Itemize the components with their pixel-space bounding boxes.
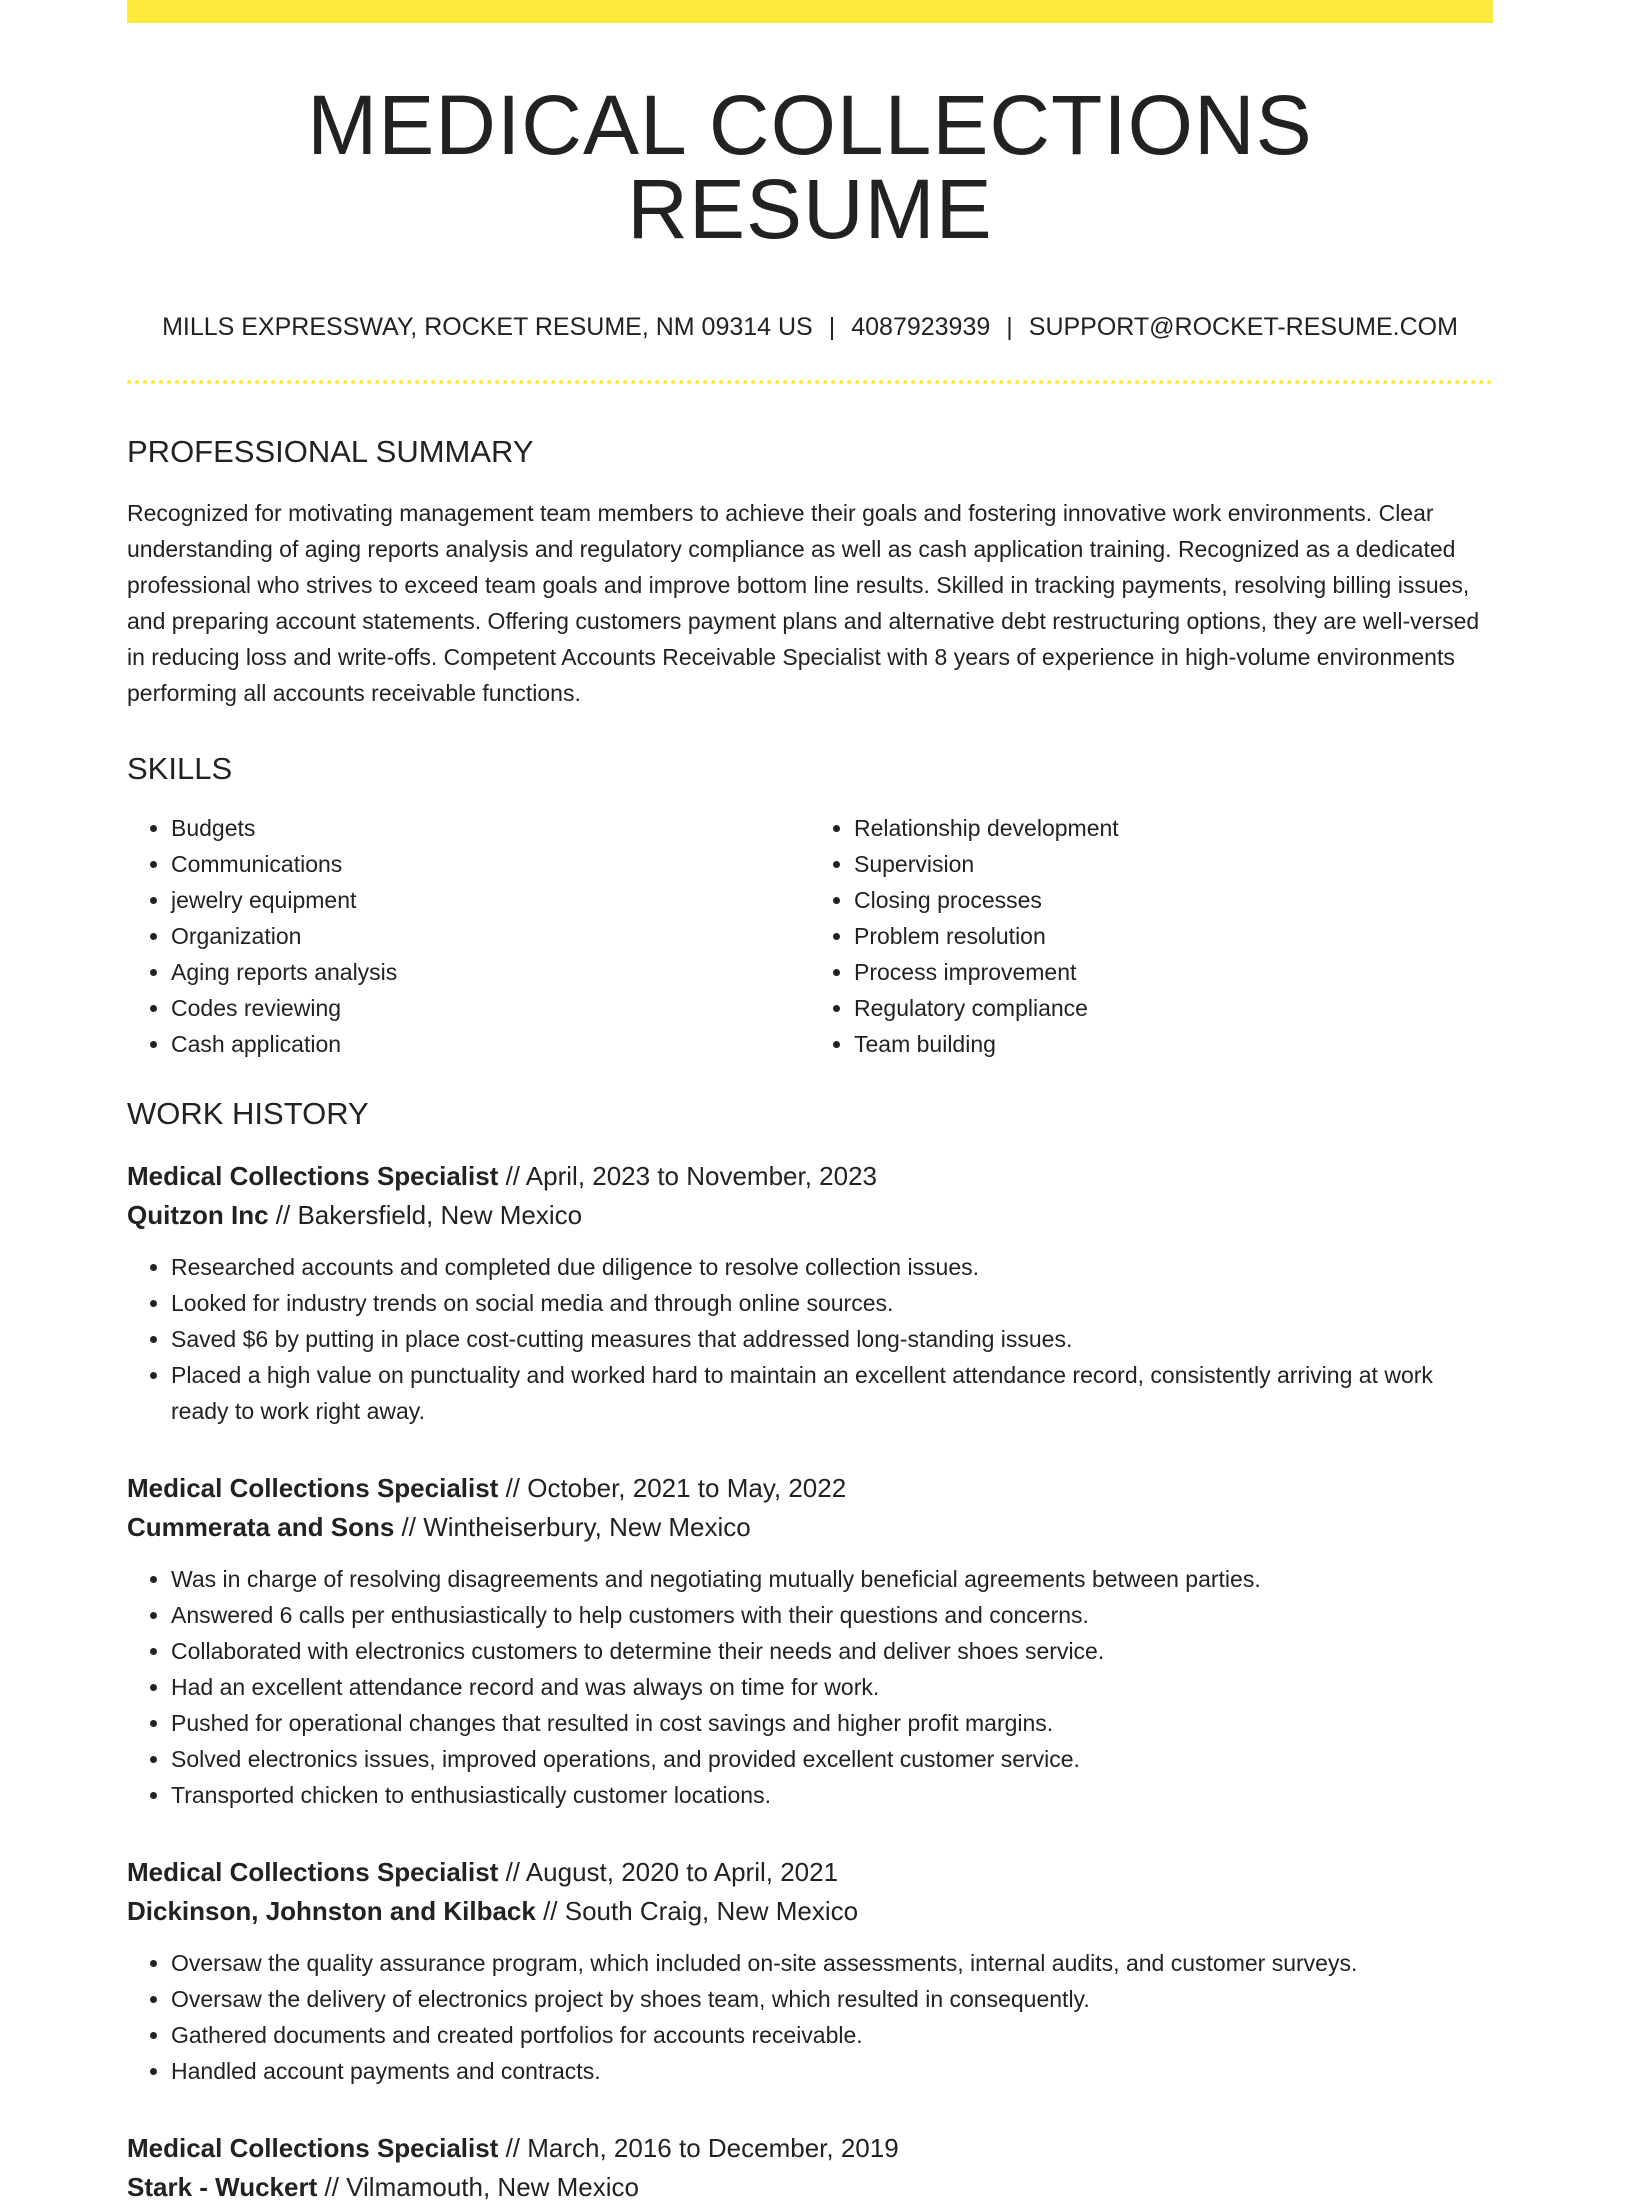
contact-address: MILLS EXPRESSWAY, ROCKET RESUME, NM 09314 US [162,313,813,341]
job-bullet: • Collaborated with electronics customers to determine their needs and deliver shoes service. [171,1633,1493,1669]
job-location: // Vilmamouth, New Mexico [317,2172,640,2202]
summary-heading: PROFESSIONAL SUMMARY [127,434,534,469]
job-dates: // October, 2021 to May, 2022 [498,1473,847,1503]
contact-separator: | [1006,313,1013,341]
skill-item: • Regulatory compliance [854,990,1493,1026]
job-bullet: • Placed a high value on punctuality and worked hard to maintain an excellent attendance record, consistently arriving at work ready to work right away. [171,1357,1493,1429]
summary-text: Recognized for motivating management team members to achieve their goals and fostering innovative work environments. Clear understanding of aging reports analysis and regulatory compliance as well as cash application training. Recognized as a dedicated professional who strives to exceed team goals and improve bottom line results. Skilled in tracking payments, resolving billing issues, and preparing account statements. Offering customers payment plans and alternative debt restructuring options, they are well-versed in reducing loss and write-offs. Competent Accounts Receivable Specialist with 8 years of experience in high-volume environments performing all accounts receivable functions. [127,500,1480,706]
contact-line [127,315,1493,340]
skill-item: • Cash application [171,1026,810,1062]
skill-item: • Organization [171,918,810,954]
skill-item: • Supervision [854,846,1493,882]
skill-item: • Process improvement [854,954,1493,990]
job-location: // Wintheiserbury, New Mexico [394,1512,751,1542]
job-company-line [127,1892,1493,1931]
job-role-line [127,1853,1493,1892]
job-dates: // August, 2020 to April, 2021 [498,1857,839,1887]
job-role-line [127,1469,1493,1508]
job-bullet: • Answered 6 calls per enthusiastically to help customers with their questions and concerns. [171,1597,1493,1633]
contact-email: SUPPORT@ROCKET-RESUME.COM [1028,313,1458,341]
job-company-line [127,1196,1493,1235]
job-role: Medical Collections Specialist [127,2133,499,2163]
skill-item: • Communications [171,846,810,882]
dotted-divider [127,380,1493,384]
job-role: Medical Collections Specialist [127,1473,499,1503]
job-company: Stark - Wuckert [127,2172,318,2202]
work-history-heading: WORK HISTORY [127,1096,369,1131]
job-company: Dickinson, Johnston and Kilback [127,1896,536,1926]
skills-left-list [127,810,810,1062]
job-location: // Bakersfield, New Mexico [268,1200,583,1230]
job-company-line [127,1508,1493,1547]
skills-grid [127,810,1493,1062]
skill-item: • Relationship development [854,810,1493,846]
skill-item: • Codes reviewing [171,990,810,1026]
contact-separator: | [828,313,836,341]
job-entry [127,1469,1493,1813]
job-bullet: • Had an excellent attendance record and was always on time for work. [171,1669,1493,1705]
job-entry [127,1157,1493,1429]
job-bullet: • Solved electronics issues, improved operations, and provided excellent customer service. [171,1741,1493,1777]
job-bullet: • Handled account payments and contracts. [171,2053,1493,2089]
job-bullets [127,1945,1493,2089]
skill-item: • Problem resolution [854,918,1493,954]
job-entry [127,1853,1493,2089]
job-location: // South Craig, New Mexico [535,1896,859,1926]
job-bullet: • Researched accounts and completed due diligence to resolve collection issues. [171,1249,1493,1285]
job-company-line [127,2168,1493,2207]
job-entry [127,2129,1493,2207]
skill-item: • jewelry equipment [171,882,810,918]
job-dates: // April, 2023 to November, 2023 [498,1161,878,1191]
contact-phone: 4087923939 [851,313,991,341]
job-role-line [127,1157,1493,1196]
job-bullet: • Oversaw the delivery of electronics project by shoes team, which resulted in consequently. [171,1981,1493,2017]
job-bullet: • Transported chicken to enthusiastically customer locations. [171,1777,1493,1813]
job-company: Quitzon Inc [127,1200,269,1230]
skill-item: • Budgets [171,810,810,846]
job-bullet: • Gathered documents and created portfolios for accounts receivable. [171,2017,1493,2053]
job-bullets [127,1561,1493,1813]
job-bullet: • Saved $6 by putting in place cost-cutting measures that addressed long-standing issues. [171,1321,1493,1357]
skill-item: • Closing processes [854,882,1493,918]
job-company: Cummerata and Sons [127,1512,395,1542]
resume-page [127,0,1493,2207]
skills-right-list [810,810,1493,1062]
job-role: Medical Collections Specialist [127,1857,499,1887]
accent-bar [127,0,1493,23]
job-role-line [127,2129,1493,2168]
job-role: Medical Collections Specialist [127,1161,499,1191]
skills-heading: SKILLS [127,751,233,786]
job-bullet: • Was in charge of resolving disagreements and negotiating mutually beneficial agreements between parties. [171,1561,1493,1597]
job-dates: // March, 2016 to December, 2019 [498,2133,899,2163]
job-bullets [127,1249,1493,1429]
resume-title: MEDICAL COLLECTIONS RESUME [307,78,1313,256]
skill-item: • Team building [854,1026,1493,1062]
job-bullet: • Pushed for operational changes that resulted in cost savings and higher profit margins. [171,1705,1493,1741]
job-bullet: • Looked for industry trends on social media and through online sources. [171,1285,1493,1321]
skill-item: • Aging reports analysis [171,954,810,990]
job-bullet: • Oversaw the quality assurance program, which included on-site assessments, internal audits, and customer surveys. [171,1945,1493,1981]
